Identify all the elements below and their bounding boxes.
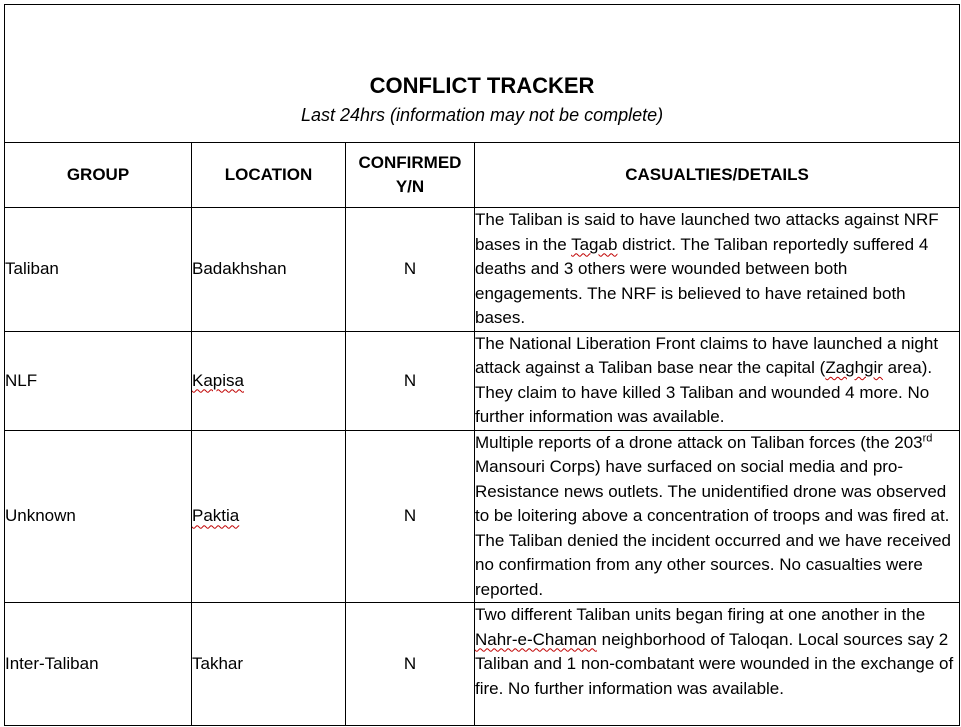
details-text: Mansouri Corps) have surfaced on social media and pro-Resistance news outlets. The unidentified drone was observed to be loitering above a concentration of troops and was fired at. The Taliban denied the incident occurred and we have received no confirmation from any other sources. No casualties were reported. bbox=[475, 457, 951, 599]
cell-confirmed: N bbox=[346, 430, 475, 603]
spelling-flagged-word: Paktia bbox=[192, 506, 240, 526]
page-subtitle: Last 24hrs (information may not be complete) bbox=[300, 104, 664, 125]
cell-confirmed: N bbox=[346, 603, 475, 726]
cell-confirmed: N bbox=[346, 331, 475, 430]
details-text: Two different Taliban units began firing at one another in the bbox=[475, 605, 926, 624]
table-row bbox=[5, 208, 960, 332]
cell-location: Takhar bbox=[192, 603, 346, 726]
document-page bbox=[4, 4, 960, 726]
table-row bbox=[5, 331, 960, 430]
details-text: The Taliban is said to have launched two attacks against NRF bases in the bbox=[475, 210, 939, 254]
spelling-flagged-word: Kapisa bbox=[192, 370, 244, 390]
column-header-details: CASUALTIES/DETAILS bbox=[475, 143, 960, 208]
table-row bbox=[5, 430, 960, 603]
cell-details bbox=[475, 430, 960, 603]
details-text: The National Liberation Front claims to have launched a night attack against a Taliban base near the capital ( bbox=[475, 333, 939, 377]
column-header-confirmed bbox=[346, 143, 475, 208]
column-header-confirmed-line1: CONFIRMED bbox=[358, 153, 462, 172]
conflict-tracker-table bbox=[4, 4, 960, 726]
spelling-flagged-word: Nahr-e-Chaman bbox=[475, 629, 597, 649]
page-title: CONFLICT TRACKER bbox=[369, 72, 595, 98]
details-text: district. The Taliban reportedly suffered 4 deaths and 3 others were wounded between both engagements. The NRF is believed to have retained both bases. bbox=[475, 234, 929, 327]
cell-group: Unknown bbox=[5, 430, 192, 603]
column-header-location: LOCATION bbox=[192, 143, 346, 208]
cell-location bbox=[192, 430, 346, 603]
details-text: Multiple reports of a drone attack on Taliban forces (the 203 bbox=[475, 432, 923, 452]
column-header-confirmed-line2: Y/N bbox=[395, 177, 425, 196]
cell-confirmed: N bbox=[346, 208, 475, 332]
cell-group: Taliban bbox=[5, 208, 192, 332]
spelling-flagged-word: Zaghgir bbox=[825, 358, 883, 377]
title-cell bbox=[5, 5, 960, 143]
header-row bbox=[5, 143, 960, 208]
cell-location: Badakhshan bbox=[192, 208, 346, 332]
table-row bbox=[5, 603, 960, 726]
cell-group: NLF bbox=[5, 331, 192, 430]
cell-details bbox=[475, 331, 960, 430]
details-text: neighborhood of Taloqan. Local sources say 2 Taliban and 1 non-combatant were wounded in the exchange of fire. No further information was available. bbox=[475, 629, 954, 698]
column-header-group: GROUP bbox=[5, 143, 192, 208]
ordinal-suffix: rd bbox=[922, 431, 933, 444]
cell-group: Inter-Taliban bbox=[5, 603, 192, 726]
title-row bbox=[5, 5, 960, 143]
cell-details bbox=[475, 208, 960, 332]
spelling-flagged-word: Tagab bbox=[571, 234, 618, 254]
details-text: area). They claim to have killed 3 Taliban and wounded 4 more. No further information was available. bbox=[475, 358, 933, 426]
cell-details bbox=[475, 603, 960, 726]
cell-location bbox=[192, 331, 346, 430]
